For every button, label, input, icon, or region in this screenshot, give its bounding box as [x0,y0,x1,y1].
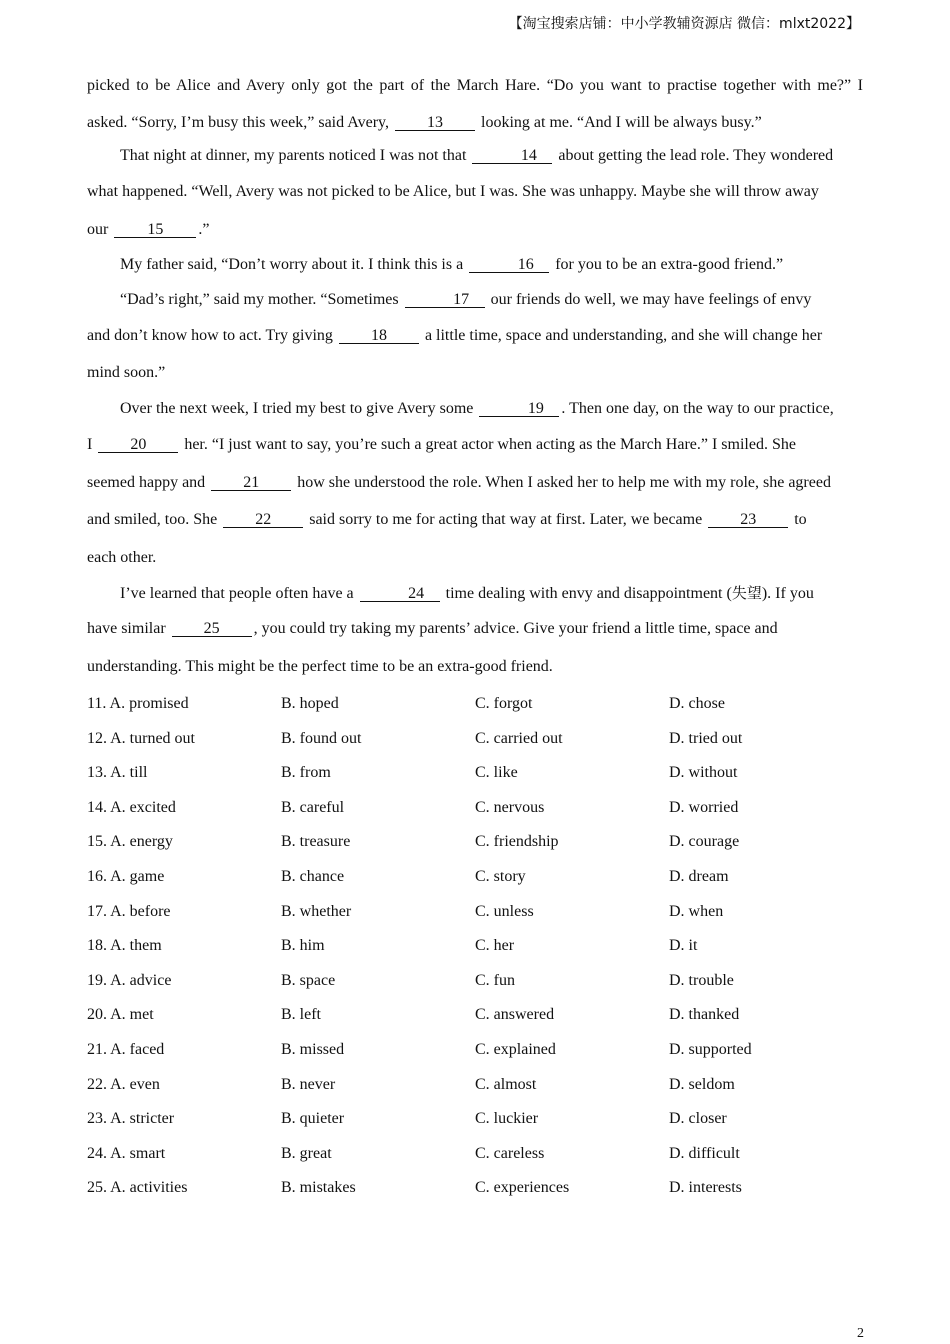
option-d: D. without [669,764,738,782]
passage-text: “Dad’s right,” said my mother. “Sometimes [120,290,403,308]
passage-line [87,104,863,141]
question-row [87,791,863,826]
passage-line [87,317,863,354]
blank-15: 15 [114,222,196,238]
passage-line [87,211,863,248]
option-b: B. missed [281,1040,345,1058]
question-row [87,1068,863,1103]
option-d: D. trouble [669,971,734,989]
option-a: 20. A. met [87,1006,154,1024]
passage-text: our friends do well, we may have feelings of envy [486,290,812,308]
option-d: D. difficult [669,1144,740,1162]
option-c: C. like [475,764,518,782]
passage-text: That night at dinner, my parents noticed I was not that [120,146,471,164]
option-c: C. fun [475,971,515,989]
passage-text: for you to be an extra-good friend.” [551,256,784,274]
passage-text: , you could try taking my parents’ advice. Give your friend a little time, space and [253,620,778,638]
option-c: C. forgot [475,695,533,712]
option-a: 11. A. promised [87,695,189,712]
option-c: C. story [475,867,526,885]
passage-text: mind soon.” [87,364,166,382]
passage-line [87,139,863,174]
option-c: C. careless [475,1144,545,1162]
passage-text: what happened. “Well, Avery was not picked to be Alice, but I was. She was unhappy. Maybe she will throw away [87,183,819,201]
option-d: D. tried out [669,729,743,747]
blank-25: 25 [172,621,252,637]
passage-line [87,248,863,283]
question-row [87,756,863,791]
passage-text: time dealing with envy and disappointment ( [441,584,732,602]
passage-text: Over the next week, I tried my best to give Avery some [120,399,478,417]
passage-text: .” [198,220,210,238]
option-c: C. her [475,937,515,955]
passage-line [87,464,863,501]
blank-24: 24 [360,586,440,602]
blank-14: 14 [472,148,552,164]
passage-text: understanding. This might be the perfect time to be an extra-good friend. [87,657,553,675]
option-b: B. careful [281,798,345,816]
option-c: C. nervous [475,798,545,816]
blank-20: 20 [98,437,178,453]
option-a: 23. A. stricter [87,1110,175,1128]
option-c: C. explained [475,1040,556,1058]
question-row [87,998,863,1033]
option-c: C. friendship [475,833,559,851]
option-b: B. great [281,1144,332,1162]
option-d: D. dream [669,867,729,885]
option-b: B. never [281,1075,336,1093]
option-d: D. seldom [669,1075,735,1093]
option-a: 17. A. before [87,902,171,920]
option-a: 12. A. turned out [87,729,195,747]
passage-text: each other. [87,548,157,566]
option-c: C. carried out [475,729,563,747]
option-b: B. hoped [281,695,339,712]
option-d: D. interests [669,1179,742,1197]
option-b: B. mistakes [281,1179,356,1197]
passage-line [87,67,863,104]
passage-text: My father said, “Don’t worry about it. I think this is a [120,256,468,274]
passage-line [87,173,863,210]
blank-13: 13 [395,115,475,131]
passage-text: picked to be Alice and Avery only got the part of the March Hare. “Do you want to practise together with me?” I [87,77,863,94]
passage-line [87,648,863,685]
passage-line [87,283,863,318]
question-row [87,860,863,895]
passage-text: and smiled, too. She [87,511,222,529]
option-b: B. space [281,971,336,989]
passage-text: asked. “Sorry, I’m busy this week,” said Avery, [87,114,393,132]
option-a: 18. A. them [87,937,162,955]
blank-17: 17 [405,292,485,308]
question-row [87,687,863,722]
blank-23: 23 [708,512,788,528]
question-row [87,1171,863,1206]
passage-text: said sorry to me for acting that way at first. Later, we became [305,511,707,529]
answer-options [87,687,863,1206]
passage-text: our [87,220,113,238]
question-row [87,929,863,964]
option-c: C. unless [475,902,534,920]
option-c: C. experiences [475,1179,570,1197]
option-a: 16. A. game [87,867,165,885]
passage-text: and don’t know how to act. Try giving [87,327,337,345]
option-a: 21. A. faced [87,1040,165,1058]
passage-text: her. “I just want to say, you’re such a great actor when acting as the March Hare.” I smiled. She [180,436,796,454]
passage-text: to [790,511,807,529]
option-b: B. treasure [281,833,351,851]
cloze-passage [87,67,863,685]
option-a: 19. A. advice [87,971,172,989]
option-a: 14. A. excited [87,798,176,816]
passage-text: I [87,436,97,454]
option-b: B. quieter [281,1110,345,1128]
option-d: D. chose [669,695,725,712]
option-b: B. whether [281,902,352,920]
passage-line [87,501,863,538]
option-a: 22. A. even [87,1075,160,1093]
page-number: 2 [857,1326,864,1341]
question-row [87,1102,863,1137]
option-a: 15. A. energy [87,833,173,851]
question-row [87,964,863,999]
passage-text: ). If you [761,584,814,602]
passage-text: I’ve learned that people often have a [120,584,358,602]
option-d: D. thanked [669,1006,740,1024]
passage-line [87,539,863,576]
passage-line [87,354,863,391]
blank-16: 16 [469,257,549,273]
option-b: B. left [281,1006,321,1024]
option-a: 25. A. activities [87,1179,188,1197]
question-row [87,722,863,757]
passage-line [87,610,863,647]
passage-text: looking at me. “And I will be always busy.” [477,114,762,132]
option-c: C. answered [475,1006,555,1024]
passage-line [87,392,863,427]
passage-line [87,576,863,611]
passage-text: how she understood the role. When I asked her to help me with my role, she agreed [293,473,831,491]
option-a: 24. A. smart [87,1144,166,1162]
option-b: B. chance [281,867,345,885]
option-d: D. it [669,937,698,955]
question-row [87,1033,863,1068]
passage-line [87,426,863,463]
option-a: 13. A. till [87,764,148,782]
option-c: C. luckier [475,1110,539,1128]
option-d: D. when [669,902,724,920]
question-row [87,895,863,930]
page-header: 【淘宝搜索店铺：中小学教辅资源店 微信：mlxt2022】 [508,16,860,32]
blank-22: 22 [223,512,303,528]
question-row [87,1137,863,1172]
option-d: D. courage [669,833,740,851]
option-b: B. from [281,764,331,782]
question-row [87,825,863,860]
blank-21: 21 [211,475,291,491]
blank-19: 19 [479,401,559,417]
option-d: D. worried [669,798,739,816]
option-c: C. almost [475,1075,537,1093]
option-d: D. supported [669,1040,752,1058]
blank-18: 18 [339,328,419,344]
option-b: B. him [281,937,325,955]
option-d: D. closer [669,1110,727,1128]
passage-text: seemed happy and [87,473,210,491]
passage-text: have similar [87,620,170,638]
option-b: B. found out [281,729,362,747]
passage-text: . Then one day, on the way to our practice, [561,399,834,417]
passage-text: about getting the lead role. They wondered [554,146,834,164]
chinese-gloss: 失望 [731,583,762,602]
passage-text: a little time, space and understanding, and she will change her [420,327,823,345]
